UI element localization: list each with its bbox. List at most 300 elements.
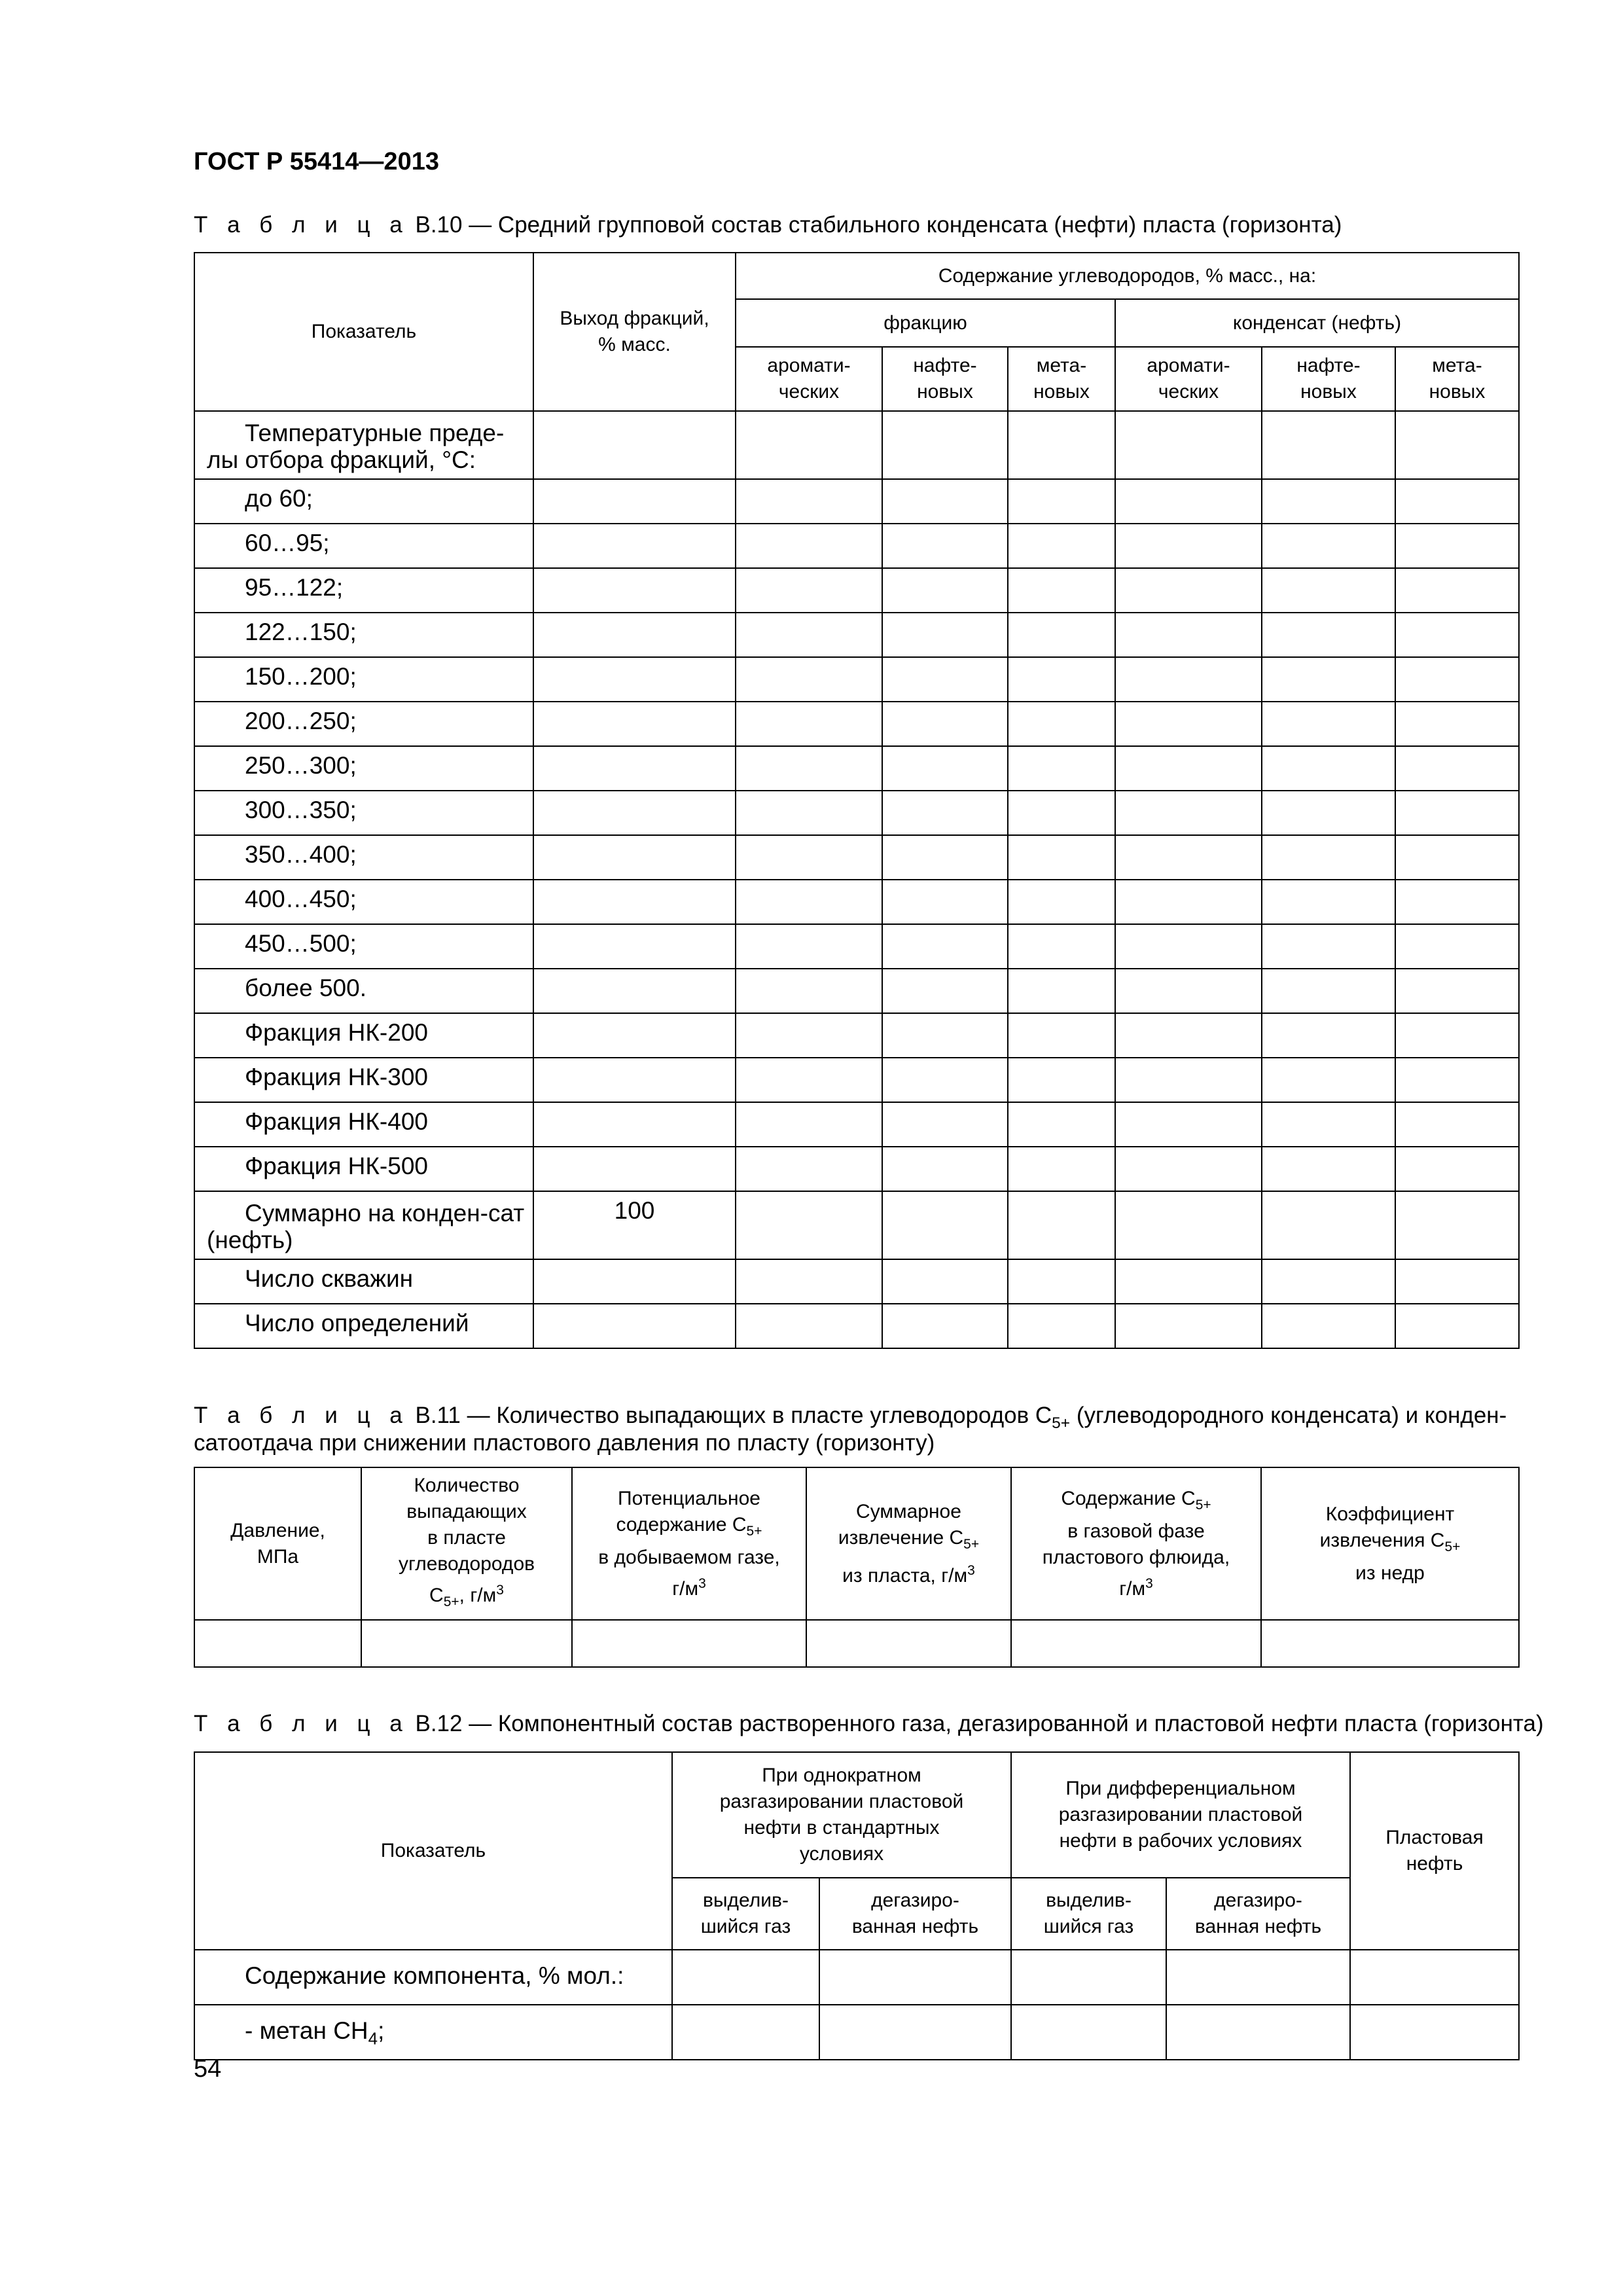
table-b10-row-label: 450…500; (194, 924, 533, 969)
table-cell (1011, 1620, 1261, 1667)
table-cell (1350, 2005, 1519, 2060)
table-cell (1008, 568, 1115, 613)
table-b10-yield-cell (533, 657, 736, 702)
l1: Коэффициент (1325, 1503, 1455, 1525)
table-cell (736, 746, 882, 791)
table-cell (194, 1620, 361, 1667)
table-cell (806, 1620, 1011, 1667)
table-cell (1115, 969, 1262, 1013)
table-b10-row-label: 122…150; (194, 613, 533, 657)
l1: Количество (414, 1474, 520, 1496)
table-b12-header-single (672, 1752, 1011, 1878)
table-row (194, 835, 1519, 880)
l5b: , г/м (459, 1584, 497, 1606)
table-cell (882, 657, 1008, 702)
l2a: извлечение С (838, 1526, 964, 1549)
table-cell (1008, 1102, 1115, 1147)
l4: углеводородов (398, 1552, 535, 1575)
table-cell (1008, 791, 1115, 835)
table-cell (736, 1102, 882, 1147)
table-cell (1115, 613, 1262, 657)
table-b10-row-label: Температурные преде-лы отбора фракций, °С: (194, 411, 533, 479)
l4: г/м (1119, 1577, 1146, 1600)
table-cell (1262, 880, 1395, 924)
table-cell (1115, 479, 1262, 524)
table-b10-row-label: 250…300; (194, 746, 533, 791)
table-cell (819, 2005, 1011, 2060)
table-cell (1262, 746, 1395, 791)
l1: аромати- (767, 355, 851, 376)
table-b11-header-coef (1261, 1467, 1519, 1620)
table-b12-caption (194, 1711, 1544, 1737)
table-cell (1115, 568, 1262, 613)
l2: новых (1033, 381, 1090, 403)
table-b12-header-reservoir (1350, 1752, 1519, 1950)
table-cell (1262, 835, 1395, 880)
l2: ванная нефть (851, 1916, 979, 1937)
table-cell (882, 1259, 1008, 1304)
table-cell (882, 1147, 1008, 1191)
table-b10-header-yield (533, 253, 736, 411)
table-b12-row-methane-label (194, 2005, 672, 2060)
table-b12-sub-released (672, 1878, 819, 1950)
l1: аромати- (1147, 355, 1230, 376)
table-cell (1115, 1013, 1262, 1058)
table-row (194, 880, 1519, 924)
table-b12 (194, 1751, 1520, 2060)
table-b10-row-label: 95…122; (194, 568, 533, 613)
cube-superscript: 3 (967, 1562, 975, 1578)
l2: МПа (257, 1545, 299, 1568)
table-cell (1008, 1058, 1115, 1102)
table-b10-yield-cell (533, 479, 736, 524)
l5a: С (429, 1584, 444, 1606)
l1: нафте- (913, 355, 977, 376)
l3: пластового флюида, (1042, 1546, 1230, 1568)
l2a: содержание С (616, 1513, 747, 1535)
l4: г/м (672, 1577, 699, 1600)
table-cell (1395, 791, 1519, 835)
table-cell (1008, 1147, 1115, 1191)
table-cell (1115, 657, 1262, 702)
page-number: 54 (194, 2055, 222, 2083)
table-b10-sub-naphthenic (882, 347, 1008, 411)
table-cell (1395, 568, 1519, 613)
table-row (194, 657, 1519, 702)
l1: При дифференциальном (1065, 1778, 1296, 1799)
table-cell (819, 1950, 1011, 2005)
l2: разгазировании пластовой (1058, 1804, 1303, 1825)
l2: новых (1300, 381, 1357, 403)
table-b10-row-label: Число скважин (194, 1259, 533, 1304)
table-b10-row-label: Число определений (194, 1304, 533, 1348)
l1: Давление, (230, 1519, 325, 1541)
table-b10-row-label: 400…450; (194, 880, 533, 924)
table-cell (882, 1013, 1008, 1058)
l1: При однократном (762, 1765, 921, 1786)
table-cell (1115, 1102, 1262, 1147)
table-cell (882, 702, 1008, 746)
table-cell (1011, 1950, 1166, 2005)
table-cell (736, 969, 882, 1013)
l3: нефти в стандартных (743, 1817, 940, 1839)
l2: новых (1429, 381, 1486, 403)
l2: нефть (1406, 1853, 1463, 1874)
table-cell (1011, 2005, 1166, 2060)
l1: Пластовая (1385, 1827, 1484, 1848)
table-cell (736, 411, 882, 479)
table-b10-yield-cell (533, 1102, 736, 1147)
table-cell (1115, 1058, 1262, 1102)
table-b10-yield-cell (533, 969, 736, 1013)
table-row (194, 524, 1519, 568)
table-cell (1008, 835, 1115, 880)
table-b10-yield-cell (533, 524, 736, 568)
table-cell (1262, 1191, 1395, 1259)
l3: в добываемом газе, (598, 1546, 780, 1568)
table-b10-body (194, 411, 1519, 1348)
table-b12-header-diff (1011, 1752, 1350, 1878)
table-cell (882, 613, 1008, 657)
table-row (194, 791, 1519, 835)
table-cell (1262, 657, 1395, 702)
table-cell (736, 880, 882, 924)
table-cell (1262, 524, 1395, 568)
table-cell (736, 1191, 882, 1259)
table-b11-caption-prefix: Т а б л и ц а (194, 1403, 409, 1428)
l2: новых (917, 381, 973, 403)
table-b10-yield-cell (533, 1259, 736, 1304)
table-cell (1115, 835, 1262, 880)
table-cell (736, 568, 882, 613)
table-cell (736, 1304, 882, 1348)
table-cell (1008, 524, 1115, 568)
table-cell (882, 411, 1008, 479)
table-b10-sub-aromatic-2 (1115, 347, 1262, 411)
table-b10-row-label: Фракция НК-200 (194, 1013, 533, 1058)
table-b10-yield-cell (533, 613, 736, 657)
table-b10 (194, 252, 1520, 1349)
table-b10-row-label: 150…200; (194, 657, 533, 702)
table-cell (1262, 1013, 1395, 1058)
table-cell (1115, 1304, 1262, 1348)
table-b11-row-empty (194, 1620, 1519, 1667)
table-b10-caption-prefix: Т а б л и ц а (194, 212, 409, 238)
table-cell (1166, 2005, 1350, 2060)
table-cell (1008, 702, 1115, 746)
table-b12-sub-released-2 (1011, 1878, 1166, 1950)
table-cell (672, 1950, 819, 2005)
table-row (194, 1950, 1519, 2005)
table-b10-sub-aromatic (736, 347, 882, 411)
table-b10-yield-cell (533, 880, 736, 924)
table-b11-caption-line1 (194, 1403, 1507, 1433)
table-cell (1395, 524, 1519, 568)
table-row (194, 746, 1519, 791)
c5-subscript: 5+ (1052, 1414, 1071, 1432)
table-cell (1115, 746, 1262, 791)
table-cell (1261, 1620, 1519, 1667)
table-cell (882, 524, 1008, 568)
table-cell (736, 524, 882, 568)
table-cell (1262, 411, 1395, 479)
table-b10-caption (194, 212, 1342, 238)
table-cell (736, 835, 882, 880)
table-cell (882, 880, 1008, 924)
table-cell (1395, 969, 1519, 1013)
table-cell (882, 924, 1008, 969)
table-cell (1395, 702, 1519, 746)
table-b12-caption-text: В.12 — Компонентный состав растворенного газа, дегазированной и пластовой нефти пласта (горизонта) (415, 1711, 1544, 1736)
table-b10-yield-cell (533, 411, 736, 479)
table-cell (882, 969, 1008, 1013)
l3: из пласта, г/м (842, 1564, 968, 1587)
table-cell (1115, 1147, 1262, 1191)
table-b12-caption-prefix: Т а б л и ц а (194, 1711, 409, 1736)
l3: в пласте (427, 1526, 506, 1549)
l3: из недр (1355, 1562, 1425, 1584)
table-cell (882, 568, 1008, 613)
l2: в газовой фазе (1067, 1520, 1205, 1542)
l1: выделив- (1046, 1890, 1132, 1911)
table-cell (1008, 479, 1115, 524)
table-cell (1395, 880, 1519, 924)
table-cell (736, 924, 882, 969)
table-b10-row-label: более 500. (194, 969, 533, 1013)
table-cell (1008, 1259, 1115, 1304)
table-cell (1115, 880, 1262, 924)
table-b11-caption-line2: сатоотдача при снижении пластового давления по пласту (горизонту) (194, 1430, 935, 1456)
cube-superscript: 3 (496, 1582, 504, 1598)
table-cell (1262, 969, 1395, 1013)
table-cell (1395, 1304, 1519, 1348)
l2: шийся газ (700, 1916, 791, 1937)
table-b10-yield-cell (533, 791, 736, 835)
table-cell (1395, 746, 1519, 791)
yield-line2: % масс. (598, 334, 671, 355)
table-b12-sub-degassed-2 (1166, 1878, 1350, 1950)
table-cell (1395, 1147, 1519, 1191)
table-b10-row-label: Фракция НК-500 (194, 1147, 533, 1191)
table-b12-header-indicator: Показатель (194, 1752, 672, 1950)
table-cell (361, 1620, 572, 1667)
table-cell (736, 1013, 882, 1058)
l2: ванная нефть (1194, 1916, 1322, 1937)
table-cell (1008, 1191, 1115, 1259)
cube-superscript: 3 (1145, 1575, 1153, 1591)
c5-subscript: 5+ (746, 1523, 762, 1539)
table-cell (1262, 1259, 1395, 1304)
table-cell (1262, 791, 1395, 835)
table-cell (736, 791, 882, 835)
table-cell (1395, 479, 1519, 524)
table-row (194, 1013, 1519, 1058)
table-b11-header-gasphase (1011, 1467, 1261, 1620)
table-b10-row-label: 200…250; (194, 702, 533, 746)
table-cell (1395, 657, 1519, 702)
table-cell (1008, 1304, 1115, 1348)
table-b10-row-label: Фракция НК-300 (194, 1058, 533, 1102)
table-cell (882, 1304, 1008, 1348)
table-row (194, 1058, 1519, 1102)
table-b10-row-label: до 60; (194, 479, 533, 524)
cube-superscript: 3 (698, 1575, 706, 1591)
l1: выделив- (703, 1890, 789, 1911)
l1: дегазиро- (1214, 1890, 1302, 1911)
table-b11-caption-a: В.11 — Количество выпадающих в пласте углеводородов С (415, 1403, 1052, 1428)
l1: мета- (1036, 355, 1087, 376)
table-b10-row-label: 350…400; (194, 835, 533, 880)
l2: ческих (778, 381, 840, 403)
table-b10-yield-cell: 100 (533, 1191, 736, 1259)
table-cell (1008, 613, 1115, 657)
l1a: Содержание С (1061, 1487, 1196, 1509)
table-row (194, 1191, 1519, 1259)
table-b10-yield-cell (533, 702, 736, 746)
l1: дегазиро- (871, 1890, 959, 1911)
table-row (194, 1304, 1519, 1348)
table-b10-yield-cell (533, 1147, 736, 1191)
table-cell (1008, 880, 1115, 924)
table-b10-header-condensate: конденсат (нефть) (1115, 299, 1519, 347)
document-header: ГОСТ Р 55414—2013 (194, 148, 439, 175)
l3: нефти в рабочих условиях (1059, 1830, 1302, 1852)
table-cell (1115, 924, 1262, 969)
table-cell (1395, 1102, 1519, 1147)
table-cell (1166, 1950, 1350, 2005)
table-b11 (194, 1467, 1520, 1668)
table-b10-header-fraction: фракцию (736, 299, 1115, 347)
table-row (194, 2005, 1519, 2060)
table-cell (1115, 791, 1262, 835)
table-cell (1115, 411, 1262, 479)
table-cell (1115, 1259, 1262, 1304)
l1: нафте- (1296, 355, 1361, 376)
table-cell (736, 1147, 882, 1191)
table-row (194, 613, 1519, 657)
yield-line1: Выход фракций, (560, 308, 709, 329)
table-row (194, 1259, 1519, 1304)
table-cell (1008, 746, 1115, 791)
l2: шийся газ (1043, 1916, 1134, 1937)
table-cell (1350, 1950, 1519, 2005)
table-cell (1115, 524, 1262, 568)
table-cell (1395, 835, 1519, 880)
table-cell (1115, 702, 1262, 746)
table-cell (1008, 924, 1115, 969)
table-cell (882, 835, 1008, 880)
table-cell (1262, 924, 1395, 969)
c5-subscript: 5+ (963, 1536, 980, 1552)
table-cell (1262, 1304, 1395, 1348)
table-b10-yield-cell (533, 924, 736, 969)
methane-semicolon: ; (378, 2017, 385, 2044)
table-cell (1262, 1102, 1395, 1147)
table-b10-row-label: 60…95; (194, 524, 533, 568)
c5-subscript: 5+ (1195, 1497, 1211, 1513)
table-cell (1008, 657, 1115, 702)
l4: условиях (799, 1843, 884, 1865)
table-b12-sub-degassed (819, 1878, 1011, 1950)
table-cell (1262, 568, 1395, 613)
table-row (194, 924, 1519, 969)
table-b10-sub-methane-2 (1395, 347, 1519, 411)
table-b11-header-quantity (361, 1467, 572, 1620)
table-cell (1395, 1013, 1519, 1058)
table-cell (882, 1058, 1008, 1102)
c5-subscript: 5+ (1444, 1539, 1461, 1554)
table-cell (1262, 613, 1395, 657)
l2: выпадающих (406, 1500, 527, 1522)
table-b10-yield-cell (533, 1058, 736, 1102)
table-cell (882, 791, 1008, 835)
l1: Суммарное (856, 1500, 961, 1522)
table-cell (672, 2005, 819, 2060)
l1: мета- (1432, 355, 1482, 376)
table-cell (1262, 1147, 1395, 1191)
table-cell (1395, 1259, 1519, 1304)
table-b10-yield-cell (533, 835, 736, 880)
table-row (194, 702, 1519, 746)
table-cell (1115, 1191, 1262, 1259)
methane-text: - метан СН (245, 2017, 368, 2044)
table-b10-row-label: Фракция НК-400 (194, 1102, 533, 1147)
table-cell (1395, 1058, 1519, 1102)
table-b10-caption-text: В.10 — Средний групповой состав стабильного конденсата (нефти) пласта (горизонта) (415, 212, 1342, 238)
table-cell (572, 1620, 806, 1667)
table-b10-yield-cell (533, 746, 736, 791)
table-b10-header-indicator: Показатель (194, 253, 533, 411)
table-cell (736, 657, 882, 702)
l2: разгазировании пластовой (719, 1791, 964, 1812)
table-b11-header-pressure (194, 1467, 361, 1620)
table-cell (736, 1259, 882, 1304)
table-b11-header-total (806, 1467, 1011, 1620)
table-b10-header-content: Содержание углеводородов, % масс., на: (736, 253, 1519, 299)
table-cell (1262, 479, 1395, 524)
l2: ческих (1158, 381, 1219, 403)
table-cell (1395, 411, 1519, 479)
table-b10-sub-methane (1008, 347, 1115, 411)
table-b10-row-label: Суммарно на конден-сат (нефть) (194, 1191, 533, 1259)
table-cell (1008, 1013, 1115, 1058)
table-cell (1395, 924, 1519, 969)
table-b10-yield-cell (533, 1304, 736, 1348)
table-b11-caption-b: (углеводородного конденсата) и конден- (1070, 1403, 1507, 1428)
table-b10-sub-naphthenic-2 (1262, 347, 1395, 411)
table-row (194, 479, 1519, 524)
table-b10-yield-cell (533, 568, 736, 613)
table-cell (882, 1102, 1008, 1147)
table-b11-header-potential (572, 1467, 806, 1620)
table-row (194, 969, 1519, 1013)
c5-subscript: 5+ (443, 1594, 459, 1609)
table-row (194, 411, 1519, 479)
table-cell (1262, 1058, 1395, 1102)
table-row (194, 1147, 1519, 1191)
table-row (194, 1102, 1519, 1147)
table-cell (736, 702, 882, 746)
methane-subscript: 4 (368, 2030, 378, 2049)
table-cell (736, 613, 882, 657)
l2a: извлечения С (1319, 1529, 1445, 1551)
table-cell (1395, 1191, 1519, 1259)
table-b10-yield-cell (533, 1013, 736, 1058)
table-cell (736, 479, 882, 524)
table-cell (882, 479, 1008, 524)
table-b10-row-label: 300…350; (194, 791, 533, 835)
l1: Потенциальное (618, 1487, 760, 1509)
